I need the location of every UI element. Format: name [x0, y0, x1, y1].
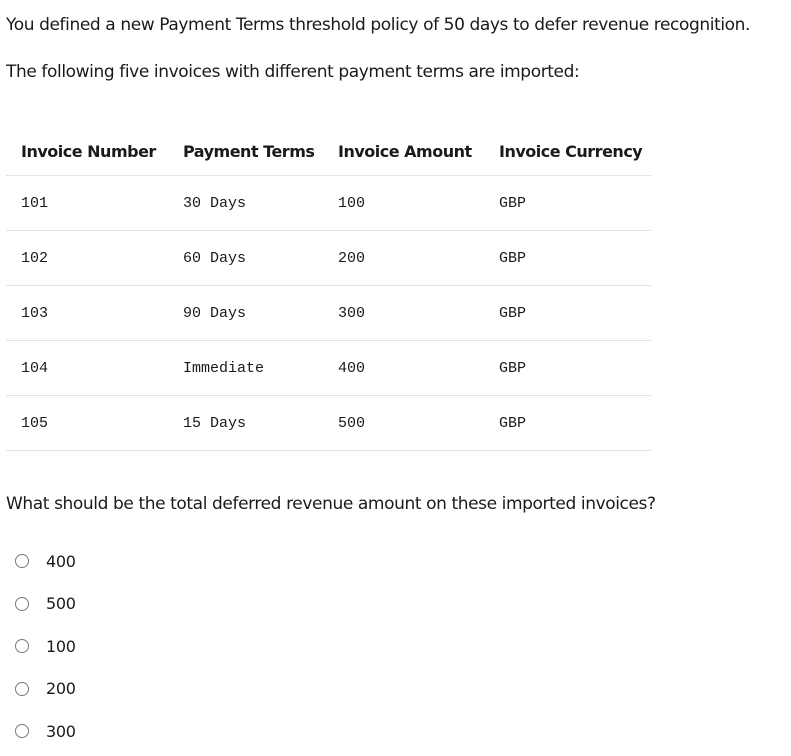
cell-invoice-number: 105 [6, 396, 168, 451]
cell-invoice-amount: 400 [323, 341, 484, 396]
cell-payment-terms: 15 Days [168, 396, 323, 451]
invoice-table [6, 128, 651, 451]
cell-payment-terms: Immediate [168, 341, 323, 396]
answer-option[interactable] [15, 583, 76, 626]
cell-invoice-currency: GBP [484, 231, 651, 286]
intro-text: You defined a new Payment Terms threshold policy of 50 days to defer revenue recognition. [6, 15, 751, 35]
radio-button[interactable] [15, 554, 29, 568]
option-label: 200 [46, 679, 76, 699]
header-invoice-currency: Invoice Currency [484, 128, 651, 176]
cell-payment-terms: 90 Days [168, 286, 323, 341]
answer-option[interactable] [15, 540, 76, 583]
answer-option[interactable] [15, 625, 76, 668]
option-label: 400 [46, 551, 76, 571]
header-invoice-number: Invoice Number [6, 128, 168, 176]
answer-options [15, 540, 76, 753]
cell-invoice-number: 101 [6, 176, 168, 231]
header-payment-terms: Payment Terms [168, 128, 323, 176]
header-invoice-amount: Invoice Amount [323, 128, 484, 176]
cell-invoice-number: 102 [6, 231, 168, 286]
answer-option[interactable] [15, 668, 76, 711]
cell-invoice-currency: GBP [484, 341, 651, 396]
option-label: 500 [46, 594, 76, 614]
cell-invoice-currency: GBP [484, 176, 651, 231]
radio-button[interactable] [15, 597, 29, 611]
option-label: 100 [46, 636, 76, 656]
radio-button[interactable] [15, 724, 29, 738]
radio-button[interactable] [15, 682, 29, 696]
cell-invoice-amount: 500 [323, 396, 484, 451]
table-row [6, 231, 651, 286]
cell-invoice-amount: 200 [323, 231, 484, 286]
option-label: 300 [46, 721, 76, 741]
table-row [6, 176, 651, 231]
radio-button[interactable] [15, 639, 29, 653]
cell-payment-terms: 30 Days [168, 176, 323, 231]
cell-payment-terms: 60 Days [168, 231, 323, 286]
cell-invoice-number: 104 [6, 341, 168, 396]
answer-option[interactable] [15, 710, 76, 753]
table-header-row [6, 128, 651, 176]
cell-invoice-amount: 100 [323, 176, 484, 231]
table-intro-text: The following five invoices with different payment terms are imported: [6, 62, 580, 82]
question-text: What should be the total deferred revenue amount on these imported invoices? [6, 494, 656, 514]
cell-invoice-currency: GBP [484, 396, 651, 451]
table-row [6, 286, 651, 341]
cell-invoice-currency: GBP [484, 286, 651, 341]
cell-invoice-amount: 300 [323, 286, 484, 341]
cell-invoice-number: 103 [6, 286, 168, 341]
table-row [6, 341, 651, 396]
table-row [6, 396, 651, 451]
